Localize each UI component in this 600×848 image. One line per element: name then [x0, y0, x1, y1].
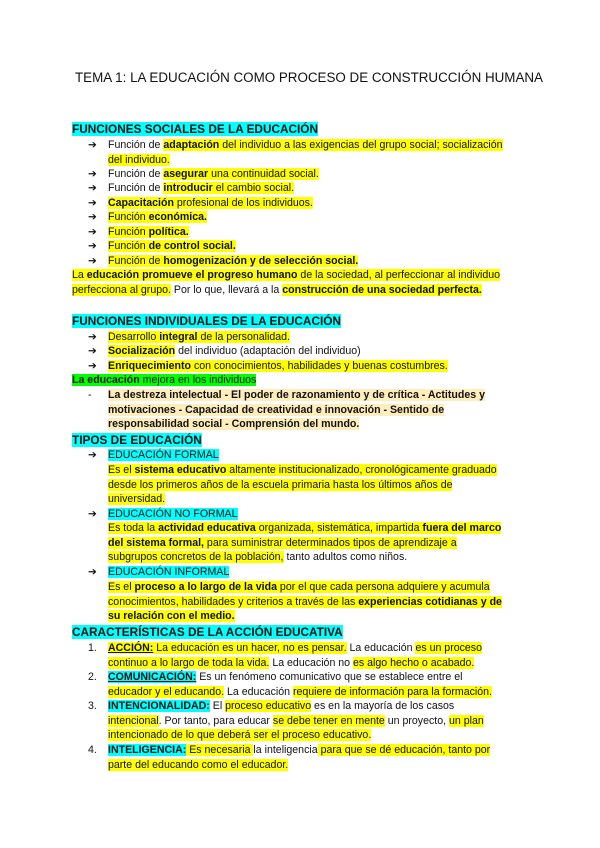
paragraph: Es el proceso a lo largo de la vida por el que cada persona adquiere y acumula conocimientos, habilidades y criterios a través de las experiencias cotidianas y de su relación con el medio.	[108, 581, 502, 623]
heading-funciones-sociales: FUNCIONES SOCIALES DE LA EDUCACIÓN	[72, 122, 319, 136]
list-item: COMUNICACIÓN: Es un fenómeno comunicativo que se establece entre el educador y el educando. La educación requiere de información para la formación.	[108, 671, 492, 698]
dash-bullet: -	[88, 389, 92, 401]
subheading-informal: EDUCACIÓN INFORMAL	[108, 566, 230, 578]
list-item: INTELIGENCIA: Es necesaria la inteligencia para que se dé educación, tanto por parte del educando como el educador.	[108, 744, 491, 771]
paragraph: Es toda la actividad educativa organizada, sistemática, impartida fuera del marco del sistema formal, para suministrar determinados tipos de aprendizaje a subgrupos concretos de la población, tanto adultos como niños.	[108, 522, 502, 564]
list-item: La destreza intelectual - El poder de razonamiento y de crítica - Actitudes y motivaciones - Capacidad de creatividad e innovación - Sentido de responsabilidad social - Comprensión del mundo.	[108, 389, 485, 431]
arrow-bullet: ➔	[88, 566, 97, 578]
arrow-bullet: ➔	[88, 211, 97, 223]
arrow-bullet: ➔	[88, 240, 97, 252]
arrow-bullet: ➔	[88, 226, 97, 238]
arrow-bullet: ➔	[88, 255, 97, 267]
heading-caracteristicas: CARACTERÍSTICAS DE LA ACCIÓN EDUCATIVA	[72, 625, 343, 639]
list-item: Función de adaptación del individuo a las exigencias del grupo social; socialización del individuo.	[108, 139, 503, 166]
list-item: Capacitación profesional de los individuos.	[108, 197, 313, 209]
list-item: Función de introducir el cambio social.	[108, 182, 295, 194]
subheading-no-formal: EDUCACIÓN NO FORMAL	[108, 508, 238, 520]
arrow-bullet: ➔	[88, 449, 97, 461]
list-number: 1.	[88, 642, 97, 654]
list-item: Función de asegurar una continuidad social.	[108, 168, 319, 180]
paragraph: La educación promueve el progreso humano de la sociedad, al perfeccionar al individuo perfecciona al grupo. Por lo que, llevará a la construcción de una sociedad perfecta.	[72, 269, 501, 296]
list-number: 2.	[88, 671, 97, 683]
arrow-bullet: ➔	[88, 168, 97, 180]
list-number: 3.	[88, 700, 97, 712]
arrow-bullet: ➔	[88, 331, 97, 343]
list-item: ACCIÓN: La educación es un hacer, no es pensar. La educación es un proceso continuo a lo largo de toda la vida. La educación no es algo hecho o acabado.	[108, 642, 482, 669]
heading-tipos-educacion: TIPOS DE EDUCACIÓN	[72, 433, 202, 447]
arrow-bullet: ➔	[88, 360, 97, 372]
list-item: Función política.	[108, 226, 189, 238]
list-item: Desarrollo integral de la personalidad.	[108, 331, 290, 343]
paragraph: La educación mejora en los individuos	[72, 374, 257, 386]
list-item: Función económica.	[108, 211, 207, 223]
arrow-bullet: ➔	[88, 345, 97, 357]
arrow-bullet: ➔	[88, 508, 97, 520]
subheading-formal: EDUCACIÓN FORMAL	[108, 449, 219, 461]
heading-funciones-individuales: FUNCIONES INDIVIDUALES DE LA EDUCACIÓN	[72, 314, 341, 328]
arrow-bullet: ➔	[88, 197, 97, 209]
page-title: TEMA 1: LA EDUCACIÓN COMO PROCESO DE CONSTRUCCIÓN HUMANA	[75, 70, 543, 85]
paragraph: Es el sistema educativo altamente institucionalizado, cronológicamente graduado desde los primeros años de la escuela primaria hasta los últimos años de universidad.	[108, 464, 497, 506]
list-item: INTENCIONALIDAD: El proceso educativo es en la mayoría de los casos intencional. Por tanto, para educar se debe tener en mente un proyecto, un plan intencionado de lo que deberá ser el proceso educativo.	[108, 700, 484, 742]
list-item: Función de homogenización y de selección social.	[108, 255, 359, 267]
list-item: Función de control social.	[108, 240, 236, 252]
arrow-bullet: ➔	[88, 139, 97, 151]
list-number: 4.	[88, 744, 97, 756]
arrow-bullet: ➔	[88, 182, 97, 194]
list-item: Socialización del individuo (adaptación del individuo)	[108, 345, 361, 357]
list-item: Enriquecimiento con conocimientos, habilidades y buenas costumbres.	[108, 360, 448, 372]
